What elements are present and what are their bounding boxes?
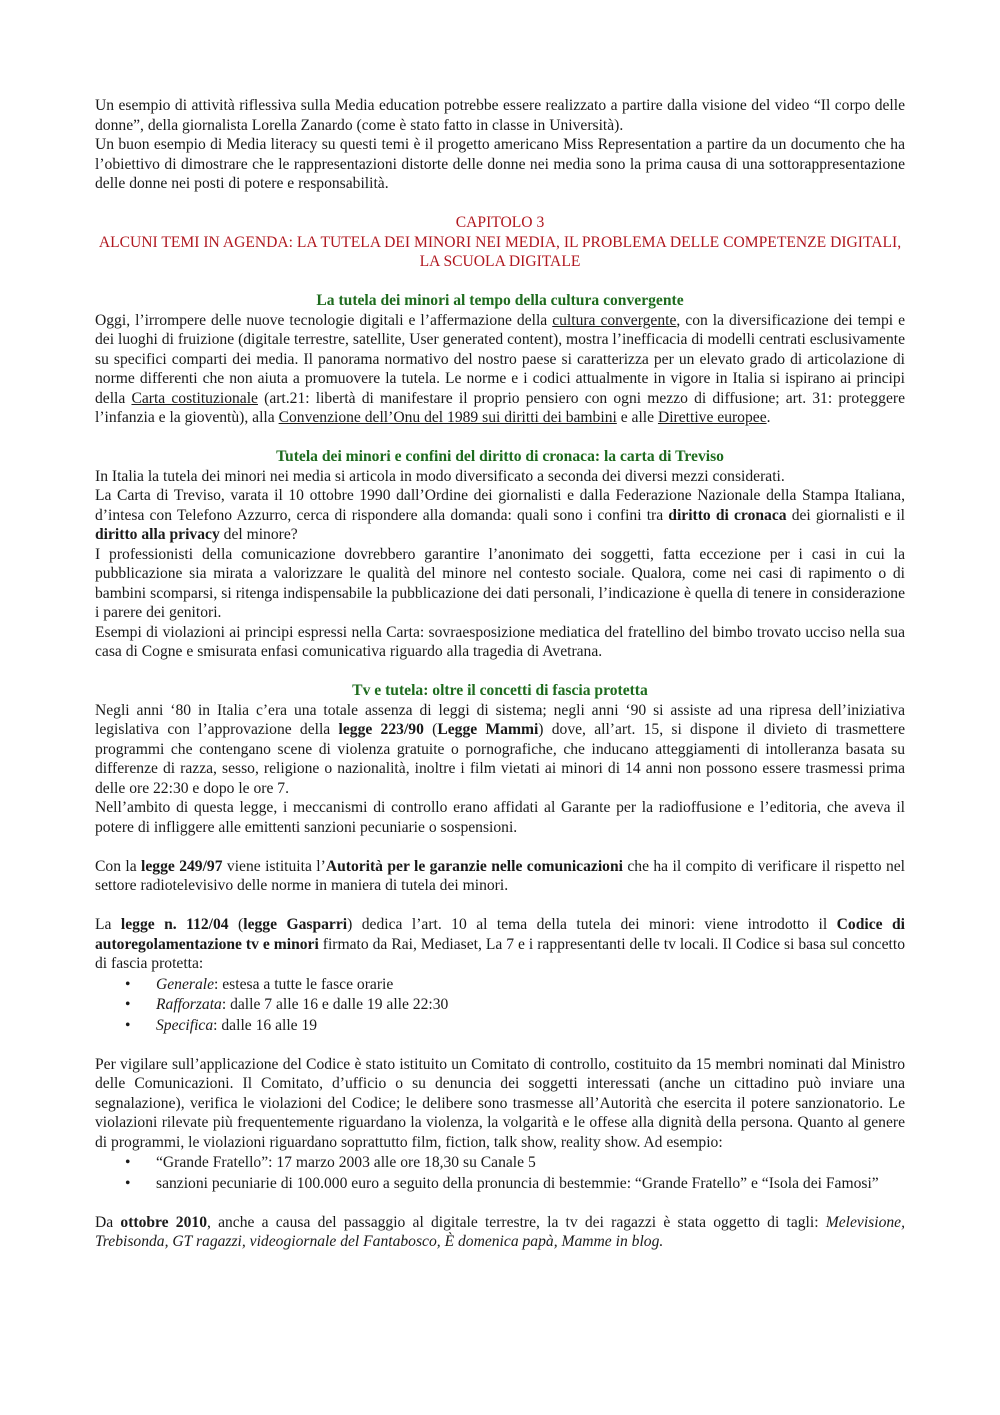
link-direttive-europee[interactable]: Direttive europee [657, 409, 767, 426]
text-run: Con la [95, 857, 142, 875]
intro-paragraph-1: Un esempio di attività riflessiva sulla Media education potrebbe essere realizzato a partire dalla visione del video “Il corpo delle donne”, della giornalista Lorella Zanardo (come è stato fatto in classe in Università). [95, 97, 905, 134]
text-run: ) dedica l’art. 10 al tema della tutela dei minori: viene introdotto il [347, 916, 837, 933]
section-title-carta-treviso: Tutela dei minori e confini del diritto di cronaca: la carta di Treviso [276, 448, 724, 465]
list-item-term: Rafforzata [156, 996, 222, 1013]
list-item-text: “Grande Fratello”: 17 marzo 2003 alle ore 18,30 su Canale 5 [156, 1154, 536, 1171]
section3-paragraph-1 [95, 701, 905, 799]
text-run: Da [95, 1213, 121, 1231]
bullet-icon: • [125, 996, 131, 1013]
section3-paragraph-6 [95, 1213, 905, 1252]
document-page [95, 96, 905, 1252]
text-run: La [95, 916, 121, 933]
text-run: e alle [616, 409, 658, 426]
text-run: firmato da Rai, Mediaset, La 7 e i rappresentanti delle tv locali. Il Codice si basa sul concetto di fascia protetta: [95, 935, 905, 972]
text-run: ( [228, 916, 244, 933]
bold-legge-249-97: legge 249/97 [141, 857, 223, 875]
list-item [95, 995, 905, 1015]
bullet-icon: • [125, 1154, 131, 1171]
bold-legge-223-90: legge 223/90 [338, 721, 424, 738]
section1-paragraph [95, 311, 905, 428]
link-cultura-convergente[interactable]: cultura convergente [552, 311, 677, 329]
list-item [95, 1016, 905, 1036]
bold-autorita: Autorità per le garanzie nelle comunicazioni [325, 857, 623, 875]
bold-legge-112-04: legge n. 112/04 [120, 916, 229, 933]
bullet-icon: • [125, 1016, 131, 1034]
violazioni-list [95, 1153, 905, 1193]
text-run: (art.21: libertà di manifestare il proprio pensiero con ogni mezzo di diffusione; art. 31: proteggere l’infanzia e la gioventù), alla [95, 389, 905, 426]
text-run: La Carta di Treviso, varata il 10 ottobre 1990 dall’Ordine dei giornalisti e dalla Federazione Nazionale della Stampa Italiana, d’intesa con Telefono Azzurro, cerca di rispondere alla domanda: quali sono i confini tra [95, 487, 905, 524]
bullet-icon: • [125, 975, 131, 993]
section3-paragraph-5: Per vigilare sull’applicazione del Codice è stato istituito un Comitato di controllo, costituito da 15 membri nominati dal Ministro delle Comunicazioni. Il Comitato, d’ufficio o su denuncia dei soggetti interessati (anche un cittadino può inviare una segnalazione), verifica le violazioni del Codice; le delibere sono trasmesse all’Autorità che esercita il potere sanzionatorio. Le violazioni rilevate più frequentemente riguardano la violenza, la volgarità e le offese alla dignità della persona. Quanto al genere di programmi, le violazioni riguardano soprattutto film, fiction, talk show, reality show. Ad esempio: [95, 1055, 905, 1151]
bold-diritto-privacy: diritto alla privacy [95, 526, 220, 543]
text-run: dei giornalisti e il [786, 506, 905, 524]
list-item-text: : dalle 16 alle 19 [213, 1016, 318, 1034]
chapter-title: ALCUNI TEMI IN AGENDA: LA TUTELA DEI MINORI NEI MEDIA, IL PROBLEMA DELLE COMPETENZE DIGITALI, LA SCUOLA DIGITALE [98, 233, 902, 270]
list-item-term: Specifica [156, 1016, 214, 1034]
bold-legge-gasparri: legge Gasparri [243, 916, 348, 933]
list-item [95, 1153, 905, 1173]
list-item-text: sanzioni pecuniarie di 100.000 euro a seguito della pronuncia di bestemmie: “Grande Fratello” e “Isola dei Famosi” [156, 1174, 879, 1192]
section-title-tv-tutela: Tv e tutela: oltre il concetti di fascia protetta [352, 682, 648, 699]
link-carta-costituzionale[interactable]: Carta costituzionale [131, 389, 258, 407]
list-item-term: Generale [156, 975, 215, 993]
fascia-protetta-list [95, 975, 905, 1036]
bold-codice: Codice di autoregolamentazione tv e minori [95, 916, 905, 953]
section2-paragraph-3: I professionisti della comunicazione dovrebbero garantire l’anonimato dei soggetti, fatta eccezione per i casi in cui la pubblicazione sia mirata a valorizzare le qualità del minore nel contesto sociale. Qualora, come nei casi di rapimento o di bambini scomparsi, si ritenga indispensabile la pubblicazione dei dati personali, l’indicazione è quella di tenere in considerazione i parere dei genitori. [95, 545, 905, 621]
link-convenzione-onu[interactable]: Convenzione dell’Onu del 1989 sui diritti dei bambini [278, 409, 617, 426]
section3-paragraph-4 [95, 915, 905, 974]
text-run: , con la diversificazione dei tempi e dei luoghi di fruizione (digitale terrestre, satellite, User generated content), mostra l’inefficacia di modelli centrati esclusivamente su specifici comparti dei media. Il panorama normativo del nostro paese si caratterizza per un elevato grado di articolazione di norme differenti che non aiuta a promuovere la tutela. Le norme e i codici attualmente in vigore in Italia si ispirano ai principi della [95, 311, 906, 407]
bullet-icon: • [125, 1174, 131, 1192]
text-run: Negli anni ‘80 in Italia c’era una totale assenza di leggi di sistema; negli anni ‘90 si assiste ad una ripresa dell’iniziativa legislativa con l’approvazione della [95, 701, 905, 738]
list-item [95, 1174, 905, 1194]
intro-paragraph-2: Un buon esempio di Media literacy su questi temi è il progetto americano Miss Representation a partire da un documento che ha l’obiettivo di dimostrare che le rappresentazioni distorte delle donne nei media sono la prima causa di una sottorappresentazione delle donne nei posti di potere e responsabilità. [95, 136, 905, 192]
bold-ottobre-2010: ottobre 2010 [120, 1213, 207, 1231]
chapter-heading [95, 213, 905, 272]
section2-paragraph-1: In Italia la tutela dei minori nei media si articola in modo diversificato a seconda dei diversi mezzi considerati. [95, 467, 785, 485]
text-run: che ha il compito di verificare il rispetto nel settore radiotelevisivo delle norme in maniera di tutela dei minori. [95, 857, 905, 894]
list-item-text: : dalle 7 alle 16 e dalle 19 alle 22:30 [221, 996, 449, 1013]
section3-paragraph-3 [95, 857, 905, 896]
text-run: ) dove, all’art. 15, si dispone il divieto di trasmettere programmi che contengano scene di violenza gratuite o pornografiche, che inducano atteggiamenti di intolleranza basata su differenze di razza, sesso, religione o nazionalità, inoltre i film vietati ai minori di 14 anni non possono essere trasmessi prima delle ore 22:30 e dopo le ore 7. [95, 721, 906, 797]
chapter-number: CAPITOLO 3 [455, 214, 545, 231]
bold-legge-mammi: Legge Mammi [437, 721, 539, 738]
text-run: . [766, 409, 771, 426]
section2-paragraph-2 [95, 486, 905, 545]
text-run: del minore? [219, 526, 298, 543]
bold-diritto-cronaca: diritto di cronaca [668, 506, 787, 524]
text-run: ( [423, 721, 438, 738]
list-item [95, 975, 905, 995]
section-title-cultura-convergente: La tutela dei minori al tempo della cultura convergente [316, 292, 684, 309]
text-run: , anche a causa del passaggio al digitale terrestre, la tv dei ragazzi è stata oggetto di tagli: [207, 1213, 826, 1231]
section2-paragraph-4: Esempi di violazioni ai principi espressi nella Carta: sovraesposizione mediatica del fratellino del bimbo trovato ucciso nella sua casa di Cogne e smisurata enfasi comunicativa riguardo alla tragedia di Avetrana. [95, 623, 905, 660]
text-run: viene istituita l’ [222, 857, 326, 875]
section3-paragraph-2: Nell’ambito di questa legge, i meccanismi di controllo erano affidati al Garante per la radioffusione e l’editoria, che aveva il potere di infliggere alle emittenti sanzioni pecuniarie o sospensioni. [95, 799, 905, 836]
list-item-text: : estesa a tutte le fasce orarie [214, 975, 394, 993]
italic-programmi: Melevisione, Trebisonda, GT ragazzi, videogiornale del Fantabosco, È domenica papà, Mamme in blog. [95, 1213, 905, 1250]
text-run: Oggi, l’irrompere delle nuove tecnologie digitali e l’affermazione della [95, 311, 553, 329]
